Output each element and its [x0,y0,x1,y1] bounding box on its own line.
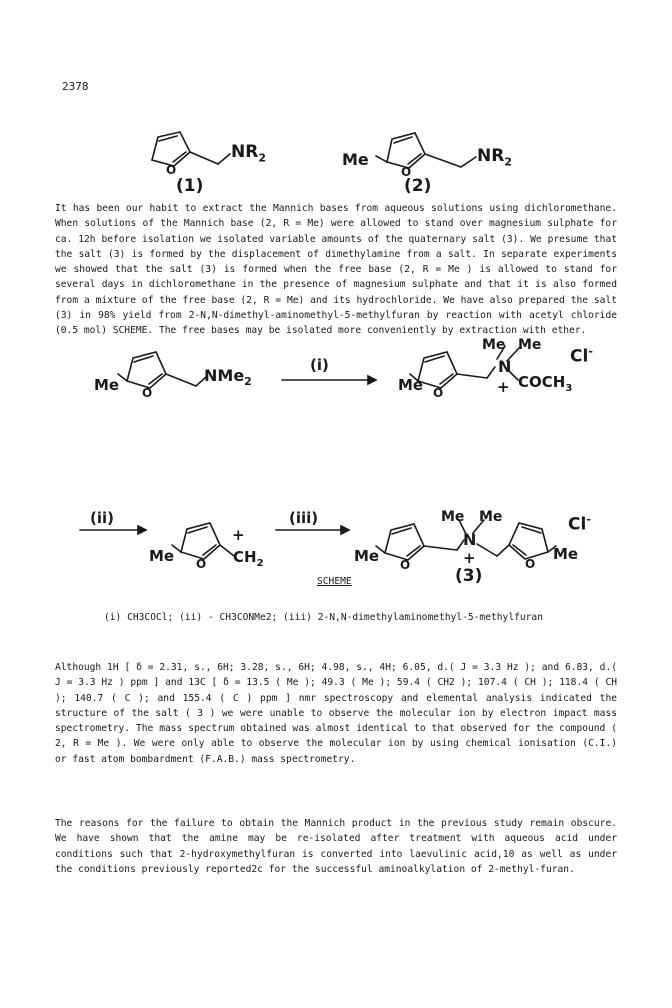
nr2-label-2: $NR_2$ [477,146,512,169]
nme2-label: NMe$_2$ [204,366,252,389]
scheme-caption: (i) CH3COCl; (ii) - CH3CONMe2; (iii) 2-N,N-dimethylaminomethyl-5-methylfuran [104,612,543,623]
me-label-s6: Me [354,547,380,565]
step-iii-label: (iii) [289,509,319,527]
me-label-s7: Me [441,509,465,525]
coch3-label: $COCH_3$ [518,373,573,394]
ch2-label: $CH_2$ [233,548,264,569]
step-i-label: (i) [310,356,329,374]
ring-oxygen-s5: O [525,557,536,571]
paragraph-2: Although 1H [ δ = 2.31, s., 6H; 3.28, s., 6H; 4.98, s., 4H; 6.05, d.( J = 3.3 Hz ); and 6.83, d.( J = 3.3 Hz ) ppm ] and 13C [ δ = 13.5 ( Me ); 49.3 ( Me ); 59.4 ( CH2 ); 107.4 ( CH ); 118.4 ( CH ); 140.7 ( C ); and 155.4 ( C ) ppm ] nmr spectroscopy and elemental analysis indicated the structure of the salt ( 3 ) we were unable to observe the molecular ion by electron impact mass spectrometry. The mass spectrum obtained was almost identical to that observed for the compound ( 2, R = Me ). We were only able to observe the molecular ion by using chemical ionisation (C.I.) or fast atom bombardment (F.A.B.) mass spectrometry. [55,662,617,765]
ring-oxygen-s4: O [400,558,411,572]
me-label-s9: Me [553,545,579,563]
compound-3-label: (3) [455,566,483,586]
compound-2-label: (2) [404,176,432,196]
me-label-s5: Me [149,547,175,565]
ring-oxygen-1: O [166,163,177,177]
paragraph-1: It has been our habit to extract the Mannich bases from aqueous solutions using dichloromethane. When solutions of the Mannich base (2, R = Me) were allowed to stand over magnesium sulphate for ca. 12h before isolation we isolated variable amounts of the quaternary salt (3). We presume that the salt (3) is formed by the displacement of dimethylamine from a salt. In separate experiments we showed that the salt (3) is formed when the free base (2, R = Me ) is allowed to stand for several days in dichloromethane in the presence of magnesium sulphate and that it is also formed from a mixture of the free base (2, R = Me) and its hydrochloride. We have also prepared the salt (3) in 98% yield from 2-N,N-dimethyl-aminomethyl-5-methylfuran by reaction with acetyl chloride (0.5 mol) SCHEME. The free bases may be isolated more conveniently by extraction with ether. [55,203,617,337]
ring-oxygen-s1: O [142,386,153,400]
compound-1-label: (1) [176,176,204,196]
me-label-2: Me [342,150,369,169]
me-label-s2: Me [398,376,424,394]
me-label-s3: Me [482,337,506,353]
plus-label-s2: + [232,526,245,544]
ring-oxygen-2: O [401,165,412,179]
ring-oxygen-s3: O [196,557,207,571]
ring-oxygen-s2: O [433,386,444,400]
chloride-label-2: Cl- [568,513,591,535]
me-label-s1: Me [94,376,120,394]
page-number: 2378 [62,80,89,93]
n-label-s1: N [498,357,512,376]
nr2-label-1: $NR_2$ [231,142,266,165]
paragraph-3: The reasons for the failure to obtain the Mannich product in the previous study remain obscure. We have shown that the amine may be re-isolated after treatment with aqueous acid under conditions such that 2-hydroxymethylfuran is converted into laevulinic acid,10 as well as under the conditions previously reported2c for the successful aminoalkylation of 2-methyl-furan. [55,818,617,875]
scheme-label: SCHEME [317,576,352,587]
n-label-s2: N [463,530,477,549]
step-ii-label: (ii) [90,509,114,527]
chloride-label-1: Cl- [570,345,593,367]
plus-label-s1: + [497,378,510,396]
me-label-s4: Me [518,337,542,353]
me-label-s8: Me [479,509,503,525]
plus-label-s3: + [463,549,476,567]
